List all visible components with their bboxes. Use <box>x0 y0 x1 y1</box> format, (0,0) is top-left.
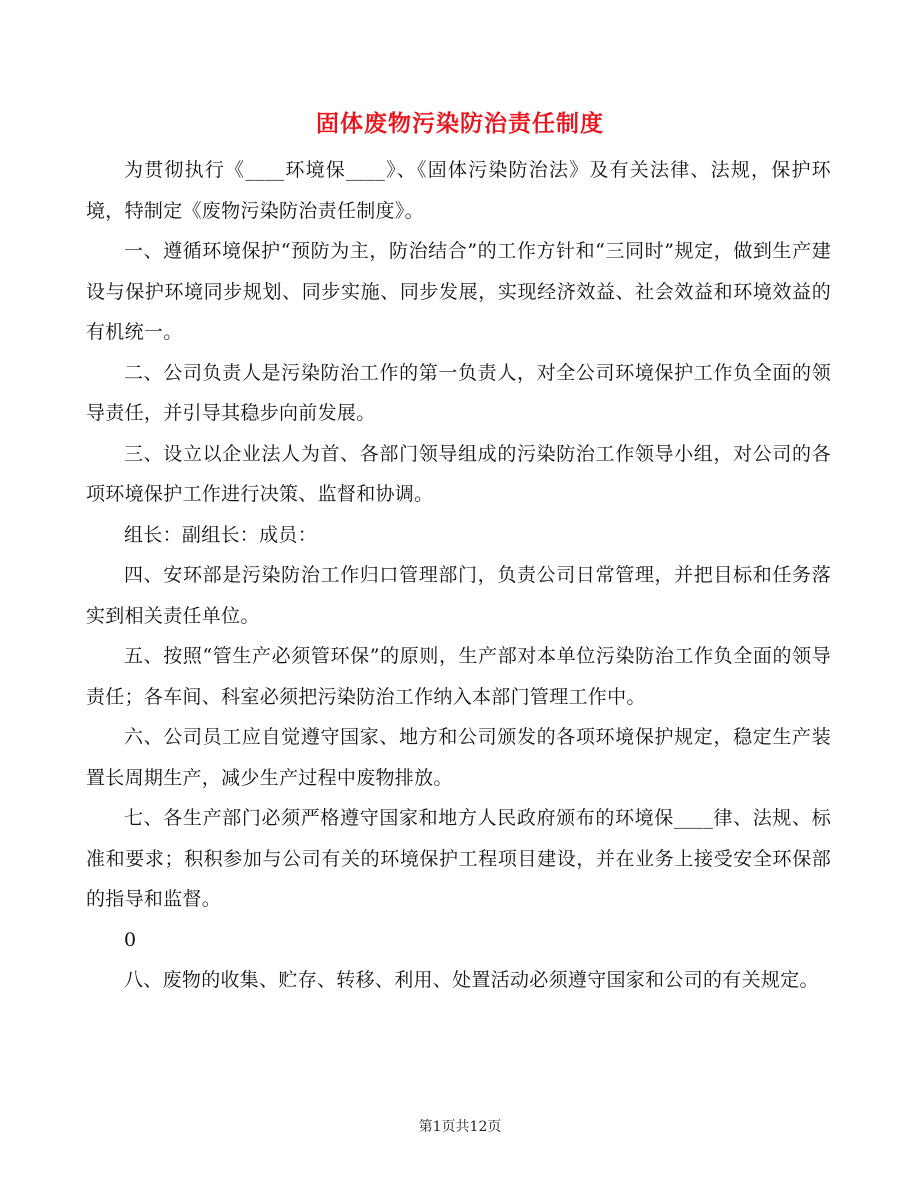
paragraph-item-5: 五、按照“管生产必须管环保”的原则，生产部对本单位污染防治工作负全面的领导责任；各车间、科室必须把污染防治工作纳入本部门管理工作中。 <box>86 645 831 708</box>
document-body <box>86 150 831 1001</box>
paragraph-item-6: 六、公司员工应自觉遵守国家、地方和公司颁发的各项环境保护规定，稳定生产装置长周期生产，减少生产过程中废物排放。 <box>86 726 831 789</box>
page-number-footer: 第1页共12页 <box>418 1119 502 1135</box>
paragraph-item-7: 七、各生产部门必须严格遵守国家和地方人民政府颁布的环境保____律、法规、标准和要求；积积参加与公司有关的环境保护工程项目建设，并在业务上接受安全环保部的指导和监督。 <box>86 807 831 910</box>
paragraph-item-8: 八、废物的收集、贮存、转移、利用、处置活动必须遵守国家和公司的有关规定。 <box>124 969 819 991</box>
paragraph-item-3: 三、设立以企业法人为首、各部门领导组成的污染防治工作领导小组，对公司的各项环境保护工作进行决策、监督和协调。 <box>86 442 831 505</box>
paragraph-group-members: 组长：副组长：成员： <box>124 523 318 546</box>
paragraph-item-2: 二、公司负责人是污染防治工作的第一负责人，对全公司环境保护工作负全面的领导责任，并引导其稳步向前发展。 <box>86 361 831 424</box>
document-title: 固体废物污染防治责任制度 <box>316 110 604 137</box>
paragraph-item-1: 一、遵循环境保护“预防为主，防治结合”的工作方针和“三同时”规定，做到生产建设与保护环境同步规划、同步实施、同步发展，实现经济效益、社会效益和环境效益的有机统一。 <box>86 240 831 343</box>
paragraph-item-4: 四、安环部是污染防治工作归口管理部门，负责公司日常管理，并把目标和任务落实到相关责任单位。 <box>86 564 831 627</box>
paragraph-intro: 为贯彻执行《____环境保____》、《固体污染防治法》及有关法律、法规，保护环境，特制定《废物污染防治责任制度》。 <box>86 159 831 222</box>
paragraph-stray-zero: 0 <box>124 928 137 951</box>
